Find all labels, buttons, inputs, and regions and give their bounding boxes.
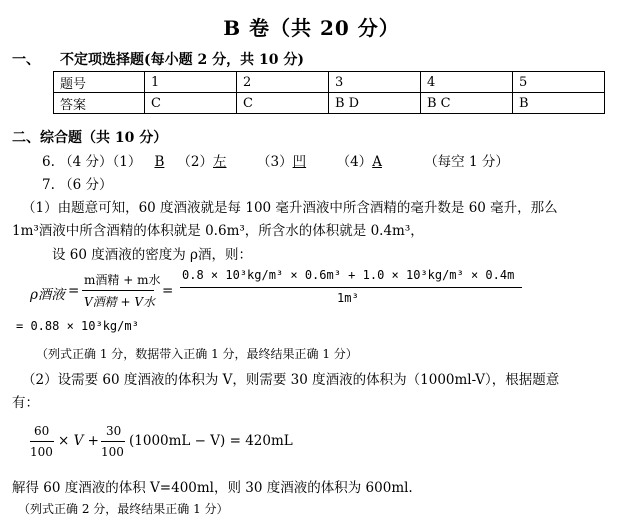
table-cell: 2 [237, 72, 329, 93]
grading-note-2: （列式正确 2 分，最终结果正确 1 分） [18, 502, 229, 516]
table-row [54, 72, 605, 93]
fraction1-numerator: m酒精 + m水 [84, 273, 161, 287]
question-7-label: 7. （6 分） [42, 177, 113, 193]
fraction-bar [101, 441, 125, 442]
question-6 [42, 150, 509, 170]
table-cell: C [145, 93, 237, 114]
q6-prefix: 6. （4 分）（1） [42, 154, 142, 170]
q6-answer-2: 左 [213, 154, 227, 170]
q6-note: （每空 1 分） [424, 154, 509, 170]
table-cell: B [513, 93, 605, 114]
fraction2-numerator: 0.8 × 10³kg/m³ × 0.6m³ + 1.0 × 10³kg/m³ × 0.4m [182, 268, 515, 282]
table-cell: 3 [329, 72, 421, 93]
table-cell: 1 [145, 72, 237, 93]
formula2-times: × V + [58, 433, 99, 449]
fraction4-denominator: 100 [101, 445, 124, 459]
fraction3-numerator: 60 [34, 424, 50, 438]
density-intro: 设 60 度酒液的密度为 ρ酒，则： [52, 247, 252, 263]
formula2-rest: (1000mL − V) = 420mL [129, 433, 293, 449]
grading-note-1: （列式正确 1 分，数据带入正确 1 分，最终结果正确 1 分） [36, 347, 358, 361]
table-cell: 5 [513, 72, 605, 93]
para2-line2: 有： [12, 395, 39, 411]
answer-table [53, 71, 605, 114]
formula-result: = 0.88 × 10³kg/m³ [16, 319, 139, 333]
fraction-bar [180, 287, 522, 288]
para2-line1: （2）设需要 60 度酒液的体积为 V，则需要 30 度酒液的体积为（1000ml-V），根据题意 [22, 372, 560, 388]
fraction4-numerator: 30 [106, 424, 122, 438]
table-cell: 答案 [54, 93, 145, 114]
q6-part-2: （2） [177, 154, 213, 170]
table-cell: 题号 [54, 72, 145, 93]
fraction2-denominator: 1m³ [337, 291, 359, 305]
formula-eq-2: = [162, 283, 174, 299]
section-heading: 不定项选择题(每小题 2 分，共 10 分) [60, 52, 304, 68]
table-cell: C [237, 93, 329, 114]
para1-line1: （1）由题意可知，60 度酒液就是每 100 毫升酒液中所含酒精的毫升数是 60 毫升，那么 [22, 200, 558, 216]
q6-answer-1: B [154, 154, 165, 170]
formula-lhs: ρ酒液 [30, 287, 65, 303]
q6-answer-4: A [372, 154, 382, 170]
solution-line: 解得 60 度酒液的体积 V=400ml，则 30 度酒液的体积为 600ml. [12, 480, 413, 496]
fraction3-denominator: 100 [30, 445, 53, 459]
q6-answer-3: 凹 [292, 154, 307, 170]
section-number: 一、 [12, 52, 40, 68]
formula-eq: = [68, 283, 80, 299]
fraction-bar [82, 290, 154, 291]
section-heading: 二、综合题（共 10 分） [12, 130, 168, 146]
table-cell: B C [421, 93, 513, 114]
table-cell: B D [329, 93, 421, 114]
q6-part-3: （3） [257, 154, 293, 170]
q6-part-4: （4） [336, 154, 373, 170]
table-cell: 4 [421, 72, 513, 93]
table-row [54, 93, 605, 114]
page-title: B 卷（共 20 分） [223, 16, 400, 40]
para1-line2: 1m³酒液中所含酒精的体积就是 0.6m³，所含水的体积就是 0.4m³， [12, 223, 424, 239]
fraction-bar [30, 441, 54, 442]
fraction1-denominator: V酒精 + V水 [84, 295, 156, 309]
